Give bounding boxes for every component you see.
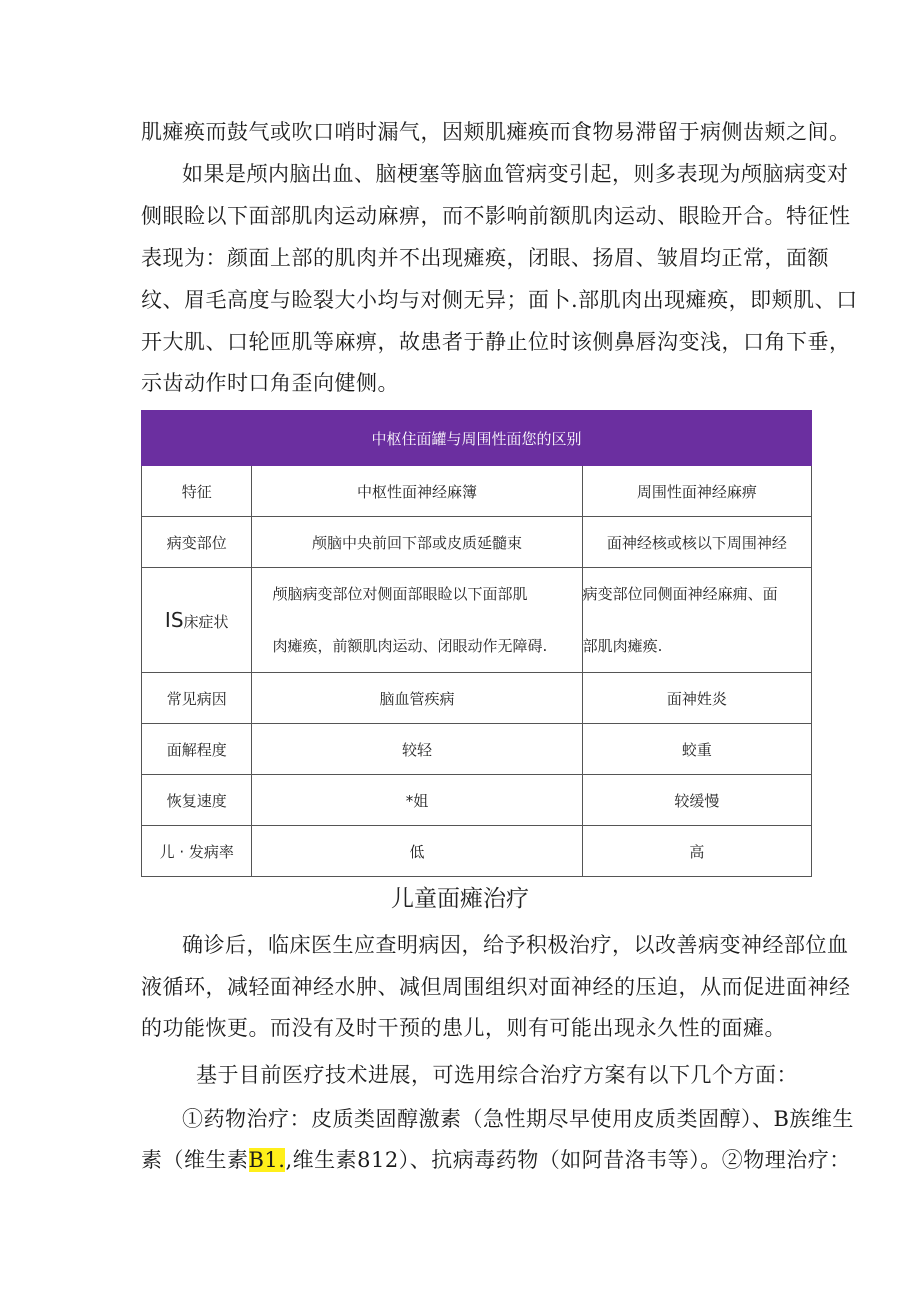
- cell-line: 颅脑病变部位对侧面部眼睑以下面部肌: [272, 585, 528, 603]
- table-cell: 恢复速度: [142, 775, 252, 826]
- paragraph-line: 确诊后，临床医生应查明病因，给予积极治疗，以改善病变神经部位血: [182, 933, 849, 957]
- cell-line: 病变部位同侧面神经麻痈、面: [582, 585, 778, 603]
- cell-line: 肉瘫痪，前额肌肉运动、闭眼动作无障碍.: [272, 637, 548, 655]
- paragraph-line: 侧眼睑以下面部肌肉运动麻痹，而不影响前额肌肉运动、眼睑开合。特征性: [141, 204, 851, 228]
- cell-text: 床症状: [183, 613, 229, 631]
- table-row: [142, 775, 812, 826]
- paragraph-line: 表现为：颜面上部的肌肉并不出现瘫痪，闭眼、扬眉、皱眉均正常，面额: [141, 246, 829, 270]
- paragraph-line: ①药物治疗：皮质类固醇激素（急性期尽早使用皮质类固醇）、B族维生: [182, 1107, 854, 1131]
- paragraph-line: 开大肌、口轮匝肌等麻痹，故患者于静止位时该侧鼻唇沟变浅，口角下垂，: [141, 330, 851, 354]
- text-span: ,维生素812）、抗病毒药物（如阿昔洛韦等）。②物理治疗：: [285, 1148, 851, 1172]
- paragraph-line: 肌瘫痪而鼓气或吹口哨时漏气，因颊肌瘫痪而食物易滞留于病侧齿颊之间。: [141, 120, 851, 144]
- paragraph-line: 示齿动作时口角歪向健侧。: [141, 371, 399, 395]
- table-cell: 颅脑中央前回下部或皮质延髓束: [252, 517, 582, 568]
- table-cell: [582, 568, 811, 673]
- highlighted-text: B1.: [248, 1148, 286, 1172]
- table-cell: 病变部位: [142, 517, 252, 568]
- table-cell: *姐: [252, 775, 582, 826]
- table-row: [142, 673, 812, 724]
- cell-text-large: IS: [164, 608, 184, 632]
- section-heading: 儿童面瘫治疗: [391, 886, 529, 912]
- table-cell: [142, 568, 252, 673]
- table-row: [142, 517, 812, 568]
- table-header-row: [142, 466, 812, 517]
- table-cell: 较轻: [252, 724, 582, 775]
- table-cell: 高: [582, 826, 811, 877]
- table-cell: 儿 · 发病率: [142, 826, 252, 877]
- table-row: [142, 826, 812, 877]
- paragraph-line: 的功能恢更。而没有及时干预的患儿，则有可能出现永久性的面瘫。: [141, 1016, 786, 1040]
- table-cell: 中枢性面神经麻簿: [252, 466, 582, 517]
- table-cell: 面解程度: [142, 724, 252, 775]
- table-cell: 低: [252, 826, 582, 877]
- table-cell: 特征: [142, 466, 252, 517]
- comparison-table: [141, 410, 812, 877]
- paragraph-line: [141, 1145, 851, 1175]
- table-cell: 面神经核或核以下周围神经: [582, 517, 811, 568]
- table-row: [142, 568, 812, 673]
- table-cell: [252, 568, 582, 673]
- text-span: 素（维生素: [141, 1148, 249, 1172]
- table-cell: 蛟重: [582, 724, 811, 775]
- table-cell: 较缓慢: [582, 775, 811, 826]
- table-cell: 脑血管疾病: [252, 673, 582, 724]
- table-cell: 周围性面神经麻痹: [582, 466, 811, 517]
- table-title-row: [142, 411, 812, 466]
- table-title: 中枢住面罐与周围性面您的区别: [142, 411, 812, 466]
- cell-line: 部肌肉瘫痪.: [582, 637, 663, 655]
- table-row: [142, 724, 812, 775]
- paragraph-line: 如果是颅内脑出血、脑梗塞等脑血管病变引起，则多表现为颅脑病变对: [182, 162, 849, 186]
- table-cell: 面神姓炎: [582, 673, 811, 724]
- paragraph-line: 纹、眉毛高度与睑裂大小均与对侧无异；面卜.部肌肉出现瘫痪，即颊肌、口: [141, 288, 858, 312]
- table-cell: 常见病因: [142, 673, 252, 724]
- paragraph-line: 基于目前医疗技术进展，可选用综合治疗方案有以下几个方面：: [196, 1063, 798, 1087]
- paragraph-line: 液循环，减轻面神经水肿、减但周围组织对面神经的压迫，从而促进面神经: [141, 975, 851, 999]
